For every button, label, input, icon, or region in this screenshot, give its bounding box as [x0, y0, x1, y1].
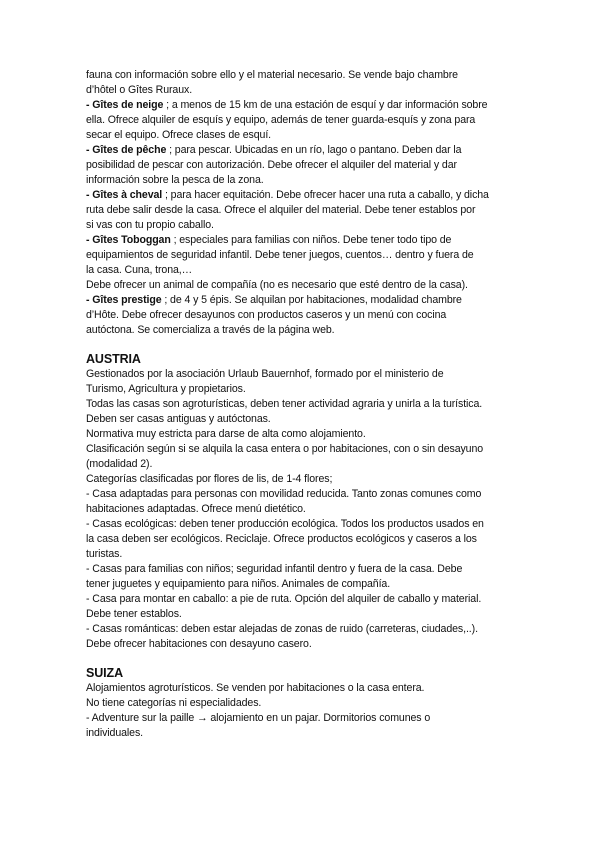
text-line: Deben ser casas antiguas y autóctonas.: [86, 413, 271, 425]
section-heading-suiza: SUIZA: [86, 666, 124, 680]
text-line: Debe ofrecer un animal de compañía (no es necesario que esté dentro de la casa).: [86, 279, 468, 291]
text-line: Gestionados por la asociación Urlaub Bauernhof, formado por el ministerio de: [86, 368, 444, 380]
text-line: Todas las casas son agroturísticas, deben tener actividad agraria y unirla a la turística.: [86, 398, 483, 410]
item-term: Gîtes de pêche: [92, 144, 167, 156]
item-prefix: -: [86, 99, 93, 111]
text-line: información sobre la pesca de la zona.: [86, 174, 264, 186]
text-line: la casa deben ser ecológicos. Reciclaje. Ofrece productos ecológicos y caseros a los: [86, 533, 477, 545]
text-line: - Casa para montar en caballo: a pie de ruta. Opción del alquiler de caballo y material.: [86, 593, 482, 605]
item-term: Gîtes de neige: [92, 99, 164, 111]
text-line: tener juguetes y equipamiento para niños. Animales de compañía.: [86, 578, 391, 590]
text-line: autóctona. Se comercializa a través de la página web.: [86, 324, 335, 336]
text-line: Normativa muy estricta para darse de alta como alojamiento.: [86, 428, 366, 440]
text-line: turistas.: [86, 548, 123, 560]
item-prefix: -: [86, 294, 93, 306]
text-line: Debe ofrecer habitaciones con desayuno casero.: [86, 638, 312, 650]
text-line: posibilidad de pescar con autorización. Debe ofrecer el alquiler del material y dar: [86, 159, 457, 171]
item-text: ; para pescar. Ubicadas en un río, lago o pantano. Deben dar la: [166, 144, 462, 156]
list-item-gites-de-peche: [86, 143, 518, 158]
item-text: ; de 4 y 5 épis. Se alquilan por habitaciones, modalidad chambre: [161, 294, 462, 306]
text-line: - Casas ecológicas: deben tener producción ecológica. Todos los productos usados en: [86, 518, 484, 530]
text-line: Clasificación según si se alquila la casa entera o por habitaciones, con o sin desayuno: [86, 443, 484, 455]
text-line: - Casa adaptadas para personas con movilidad reducida. Tanto zonas comunes como: [86, 488, 482, 500]
suiza-section: [86, 681, 518, 741]
text-line: d’hôtel o Gîtes Ruraux.: [86, 84, 193, 96]
text-line: ruta debe salir desde la casa. Ofrece el alquiler del material. Debe tener establos por: [86, 204, 476, 216]
text-line: Debe tener establos.: [86, 608, 182, 620]
text-line: Turismo, Agricultura y propietarios.: [86, 383, 246, 395]
text-line: la casa. Cuna, trona,…: [86, 264, 193, 276]
list-item-gites-prestige: [86, 293, 518, 308]
text-line: - Casas románticas: deben estar alejadas de zonas de ruido (carreteras, ciudades,..).: [86, 623, 478, 635]
text-line: equipamientos de seguridad infantil. Debe tener juegos, cuentos… dentro y fuera de: [86, 249, 474, 261]
item-prefix: -: [86, 144, 93, 156]
item-term: Gîtes Toboggan: [92, 234, 171, 246]
list-item-gites-toboggan: [86, 233, 518, 248]
text-line: - Casas para familias con niños; seguridad infantil dentro y fuera de la casa. Debe: [86, 563, 463, 575]
text-line: d’Hôte. Debe ofrecer desayunos con productos caseros y un menú con cocina: [86, 309, 447, 321]
item-text: ; a menos de 15 km de una estación de esquí y dar información sobre: [163, 99, 488, 111]
text-line: (modalidad 2).: [86, 458, 153, 470]
item-term: Gîtes à cheval: [92, 189, 163, 201]
text-line: No tiene categorías ni especialidades.: [86, 697, 262, 709]
document-body: [86, 68, 518, 741]
austria-section: [86, 367, 518, 652]
section-heading-austria: AUSTRIA: [86, 352, 141, 366]
item-text: ; para hacer equitación. Debe ofrecer hacer una ruta a caballo, y dicha: [162, 189, 489, 201]
item-text: ; especiales para familias con niños. Debe tener todo tipo de: [170, 234, 452, 246]
text-line: Alojamientos agroturísticos. Se venden por habitaciones o la casa entera.: [86, 682, 425, 694]
text-line: secar el equipo. Ofrece clases de esquí.: [86, 129, 272, 141]
item-prefix: -: [86, 234, 93, 246]
text-line: Categorías clasificadas por flores de lis, de 1-4 flores;: [86, 473, 333, 485]
item-term: Gîtes prestige: [92, 294, 162, 306]
text-line: ella. Ofrece alquiler de esquís y equipo, además de tener guarda-esquís y zona para: [86, 114, 476, 126]
text-line: individuales.: [86, 727, 144, 739]
text-line: si vas con tu propio caballo.: [86, 219, 214, 231]
list-item-gites-de-neige: [86, 98, 518, 113]
text-line: habitaciones adaptadas. Ofrece menú dietético.: [86, 503, 306, 515]
text-line: - Adventure sur la paille → alojamiento en un pajar. Dormitorios comunes o: [86, 712, 431, 724]
item-prefix: -: [86, 189, 93, 201]
list-item-gites-a-cheval: [86, 188, 518, 203]
text-line: fauna con información sobre ello y el material necesario. Se vende bajo chambre: [86, 69, 458, 81]
